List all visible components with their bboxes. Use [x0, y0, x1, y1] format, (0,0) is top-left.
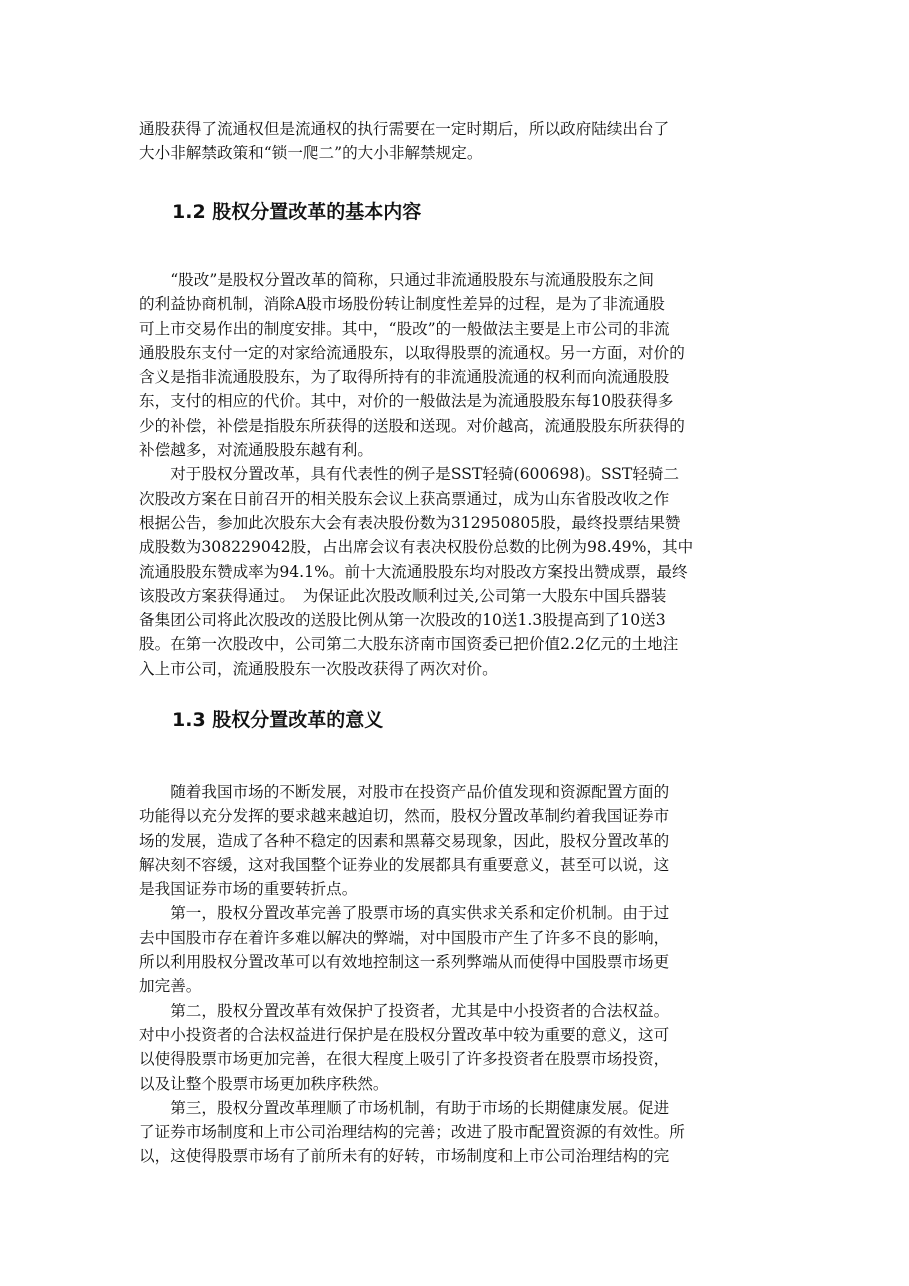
text-line: 是我国证券市场的重要转折点。	[139, 880, 358, 899]
intro-paragraph	[139, 117, 775, 166]
text-line: 流通股股东赞成率为94.1%。前十大流通股股东均对股改方案投出赞成票，最终	[139, 562, 688, 581]
text-line: 对中小投资者的合法权益进行保护是在股权分置改革中较为重要的意义，这可	[139, 1025, 670, 1044]
text-line: 的利益协商机制，消除A股市场股份转让制度性差异的过程，是为了非流通股	[139, 295, 665, 314]
text-line: 随着我国市场的不断发展，对股市在投资产品价值发现和资源配置方面的	[139, 783, 670, 801]
text-line: 加完善。	[139, 977, 202, 996]
section-1-3-body	[139, 780, 775, 1169]
text-line: 备集团公司将此次股改的送股比例从第一次股改的10送1.3股提高到了10送3	[139, 611, 666, 630]
text-line: 该股改方案获得通过。 为保证此次股改顺利过关,公司第一大股东中国兵器装	[139, 586, 667, 605]
text-line: 场的发展，造成了各种不稳定的因素和黑幕交易现象，因此，股权分置改革的	[139, 831, 670, 850]
text-line: 股。在第一次股改中，公司第二大股东济南市国资委已把价值2.2亿元的土地注	[139, 635, 679, 654]
text-line: 解决刻不容缓，这对我国整个证券业的发展都具有重要意义，甚至可以说，这	[139, 855, 670, 874]
text-line: 根据公告，参加此次股东大会有表决股份数为312950805股，最终投票结果赞	[139, 513, 681, 532]
text-line: 次股改方案在日前召开的相关股东会议上获高票通过，成为山东省股改收之作	[139, 489, 670, 508]
text-line: 入上市公司，流通股股东一次股改获得了两次对价。	[139, 659, 498, 678]
text-line: 少的补偿，补偿是指股东所获得的送股和送现。对价越高，流通股股东所获得的	[139, 416, 685, 435]
text-line: 去中国股市存在着许多难以解决的弊端，对中国股市产生了许多不良的影响，	[139, 928, 670, 947]
text-line: 以及让整个股票市场更加秩序秩然。	[139, 1074, 389, 1093]
text-line: 以使得股票市场更加完善，在很大程度上吸引了许多投资者在股票市场投资，	[139, 1050, 670, 1069]
text-line: 补偿越多，对流通股股东越有利。	[139, 441, 373, 460]
text-line: 以，这使得股票市场有了前所未有的好转，市场制度和上市公司治理结构的完	[139, 1147, 670, 1166]
text-line: 大小非解禁政策和“锁一爬二”的大小非解禁规定。	[139, 144, 483, 163]
text-line: 了证券市场制度和上市公司治理结构的完善；改进了股市配置资源的有效性。所	[139, 1123, 685, 1142]
section-heading-1-2: 1.2 股权分置改革的基本内容	[172, 201, 422, 223]
section-heading-1-3: 1.3 股权分置改革的意义	[172, 709, 384, 731]
text-line: 第三，股权分置改革理顺了市场机制，有助于市场的长期健康发展。促进	[139, 1098, 670, 1117]
text-line: 第一，股权分置改革完善了股票市场的真实供求关系和定价机制。由于过	[139, 904, 670, 923]
text-line: 第二，股权分置改革有效保护了投资者，尤其是中小投资者的合法权益。	[139, 1001, 670, 1020]
text-line: 功能得以充分发挥的要求越来越迫切，然而，股权分置改革制约着我国证券市	[139, 807, 670, 826]
text-line: 可上市交易作出的制度安排。其中，“股改”的一般做法主要是上市公司的非流	[139, 319, 670, 338]
text-line: 通股获得了流通权但是流通权的执行需要在一定时期后，所以政府陆续出台了	[139, 120, 670, 138]
text-line: 东，支付的相应的代价。其中，对价的一般做法是为流通股股东每10股获得多	[139, 392, 674, 411]
text-line: 通股股东支付一定的对家给流通股东，以取得股票的流通权。另一方面，对价的	[139, 343, 685, 362]
text-line: 所以利用股权分置改革可以有效地控制这一系列弊端从而使得中国股票市场更	[139, 953, 670, 972]
text-line: “股改”是股权分置改革的简称，只通过非流通股股东与流通股股东之间	[139, 271, 654, 289]
text-line: 对于股权分置改革，具有代表性的例子是SST轻骑(600698)。SST轻骑二	[139, 465, 680, 484]
text-line: 成股数为308229042股，占出席会议有表决权股份总数的比例为98.49%，其中	[139, 538, 694, 557]
text-line: 含义是指非流通股股东，为了取得所持有的非流通股流通的权利而向流通股股	[139, 368, 670, 387]
section-1-2-body	[139, 268, 775, 681]
